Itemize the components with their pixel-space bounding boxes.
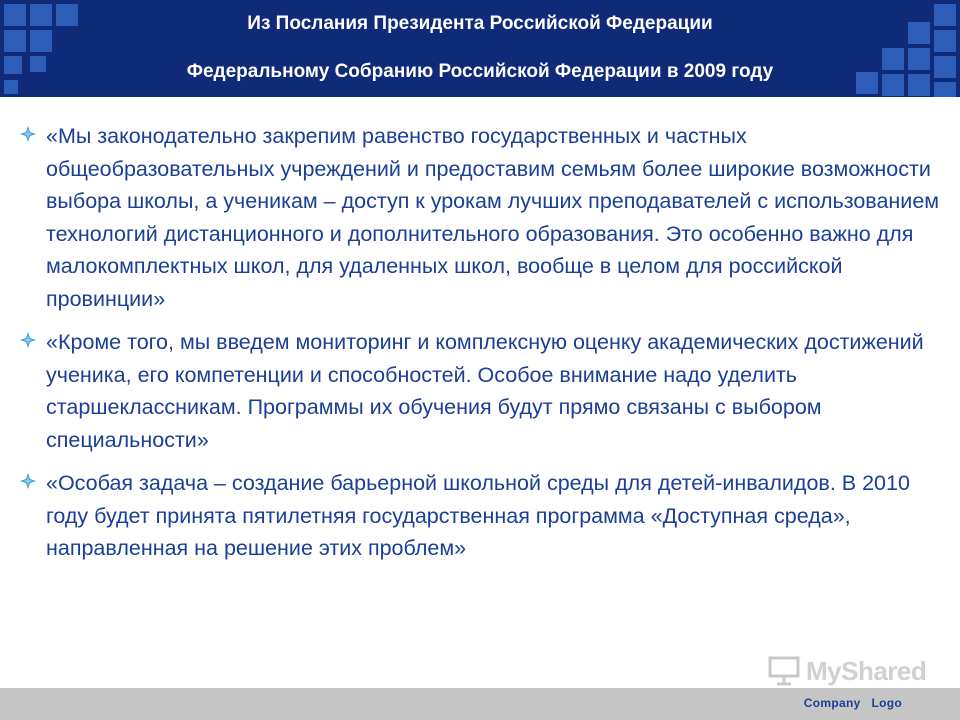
watermark-text: MyShared [806, 656, 927, 686]
decor-square [56, 4, 78, 26]
decor-square [908, 48, 930, 70]
slide-title-line-1: Из Послания Президента Российской Федерации [247, 13, 713, 34]
decor-square [934, 4, 956, 26]
list-item [20, 120, 945, 315]
footer-bar [0, 688, 960, 720]
watermark-logo [768, 654, 928, 688]
decor-square [4, 80, 18, 94]
decor-square [934, 56, 956, 78]
presentation-icon [768, 656, 800, 686]
company-logo-label: Company Logo [803, 696, 902, 710]
bullet-text: «Особая задача – создание барьерной школьной среды для детей-инвалидов. В 2010 году будет принята пятилетняя государственная программа «Доступная среда», направленная на решение этих проблем» [46, 471, 910, 560]
bullet-text: «Мы законодательно закрепим равенство государственных и частных общеобразовательных учреждений и предоставим семьям более широкие возможности выбора школы, а ученикам – доступ к урокам лучших преподавателей с использованием технологий дистанционного и дополнительного образования. Это особенно важно для малокомплектных школ, для удаленных школ, вообще в целом для российской провинции» [46, 124, 940, 311]
decor-square [4, 30, 26, 52]
decor-square [4, 56, 22, 74]
list-item [20, 467, 945, 565]
diamond-bullet-icon [20, 332, 36, 348]
decor-square [30, 30, 52, 52]
decor-square [882, 74, 904, 96]
decor-square [908, 74, 930, 96]
diamond-bullet-icon [20, 126, 36, 142]
header-banner [0, 0, 960, 97]
decor-square [30, 4, 52, 26]
decor-square [4, 4, 26, 26]
decor-square [882, 48, 904, 70]
bullet-list [20, 120, 945, 576]
decor-square [30, 56, 46, 72]
slide-title-line-2: Федеральному Собранию Российской Федерации в 2009 году [186, 61, 774, 82]
decor-square [934, 30, 956, 52]
diamond-bullet-icon [20, 473, 36, 489]
list-item [20, 326, 945, 456]
decor-square [908, 22, 930, 44]
bullet-text: «Кроме того, мы введем мониторинг и комплексную оценку академических достижений ученика, его компетенции и способностей. Особое внимание надо уделить старшеклассникам. Программы их обучения будут прямо связаны с выбором специальности» [46, 330, 924, 452]
decor-square [934, 82, 956, 97]
